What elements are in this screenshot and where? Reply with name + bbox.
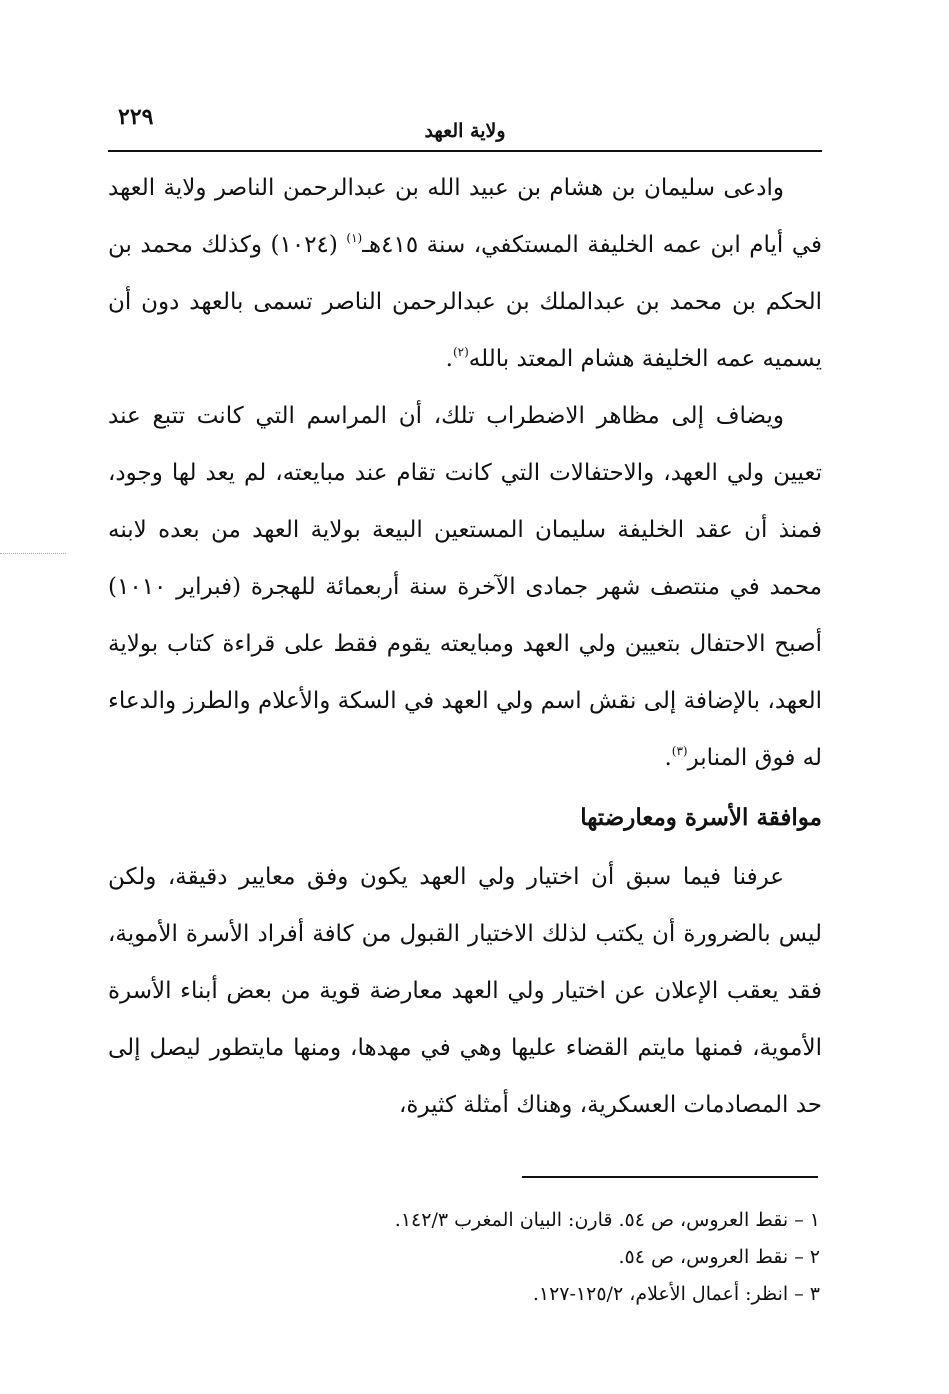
paragraph-text: ويضاف إلى مظاهر الاضطراب تلك، أن المراسم التي كانت تتبع عند تعيين ولي العهد، والاحتفالات التي كانت تقام عند مبايعته، لم يعد لها وجود، فمنذ أن عقد الخليفة سليمان المستعين البيعة بولاية العهد من بعده لابنه محمد في منتصف شهر جمادى الآخرة سنة أربعمائة للهجرة (فبراير ١٠١٠) أصبح الاحتفال بتعيين ولي العهد ومبايعته يقوم فقط على قراءة كتاب بولاية العهد، بالإضافة إلى نقش اسم ولي العهد في السكة والأعلام والطرز والدعاء له فوق المنابر <box>108 403 822 771</box>
margin-mark <box>0 553 66 554</box>
footnote-1: ١ – نقط العروس، ص ٥٤. قارن: البيان المغرب ١٤٢/٣. <box>394 1209 820 1231</box>
paragraph-ending: . <box>664 745 672 771</box>
paragraph: عرفنا فيما سبق أن اختيار ولي العهد يكون وفق معايير دقيقة، ولكن ليس بالضرورة أن يكتب لذلك الاختيار القبول من كافة أفراد الأسرة الأموية، فقد يعقب الإعلان عن اختيار ولي العهد معارضة قوية من بعض أبناء الأسرة الأموية، فمنها مايتم القضاء عليها وهي في مهدها، ومنها مايتطور ليصل إلى حد المصادمات العسكرية، وهناك أمثلة كثيرة، <box>108 864 822 1118</box>
section-heading: موافقة الأسرة ومعارضتها <box>580 804 822 831</box>
paragraph-text: وادعى سليمان بن هشام بن عبيد الله بن عبدالرحمن الناصر ولاية العهد في أيام ابن عمه الخليفة المستكفي، سنة ٤١٥هـ <box>108 175 822 258</box>
footnotes <box>108 1202 820 1313</box>
running-title: ولاية العهد <box>424 120 506 142</box>
footnote-marker: (٣) <box>671 744 688 758</box>
footnote-marker: (٢) <box>452 345 469 359</box>
page-number: ٢٢٩ <box>118 104 154 130</box>
paragraph <box>108 388 822 787</box>
paragraph-ending: . <box>445 346 453 372</box>
main-text <box>108 160 822 1134</box>
footnote-3: ٣ – انظر: أعمال الأعلام، ١٢٥/٢-١٢٧. <box>532 1283 820 1305</box>
paragraph <box>108 160 822 388</box>
footnote-2: ٢ – نقط العروس، ص ٥٤. <box>618 1246 820 1268</box>
paragraph-text: (١٠٢٤) وكذلك محمد بن الحكم بن محمد بن عبدالملك بن عبدالرحمن الناصر تسمى بالعهد دون أن يسميه عمه الخليفة هشام المعتد بالله <box>108 232 822 372</box>
page-header <box>108 100 822 152</box>
footnote-marker: (١) <box>346 231 363 245</box>
footnote-separator <box>522 1176 818 1178</box>
